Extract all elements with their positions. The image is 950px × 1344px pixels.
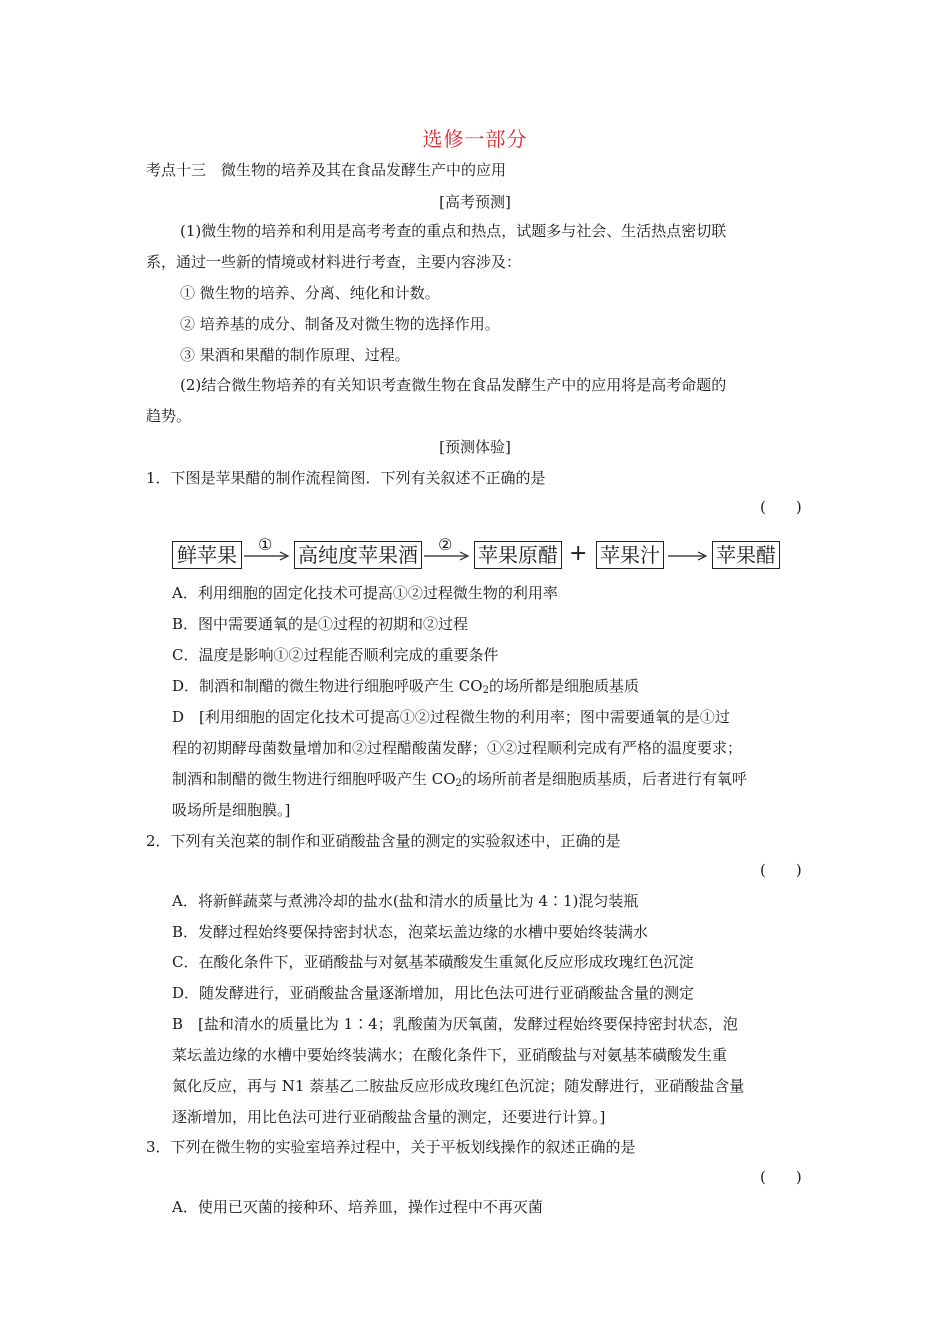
flow-plus-sign: + [569,541,588,566]
question-2-stem: 2．下列有关泡菜的制作和亚硝酸盐含量的测定的实验叙述中，正确的是 [146,832,621,850]
question-2-explanation-line-1: B [盐和清水的质量比为 1∶4；乳酸菌为厌氧菌，发酵过程始终要保持密封状态，泡 [172,1015,738,1033]
flow-box-raw-apple-vinegar: 苹果原醋 [474,541,562,569]
question-1-option-b: B．图中需要通氧的是①过程的初期和②过程 [172,615,469,633]
question-2-explanation-line-2: 菜坛盖边缘的水槽中要始终装满水；在酸化条件下，亚硝酸盐与对氨基苯磺酸发生重 [172,1046,728,1064]
intro-list-item-1: ① 微生物的培养、分离、纯化和计数。 [180,284,440,302]
question-2-option-c: C．在酸化条件下，亚硝酸盐与对氨基苯磺酸发生重氮化反应形成玫瑰红色沉淀 [172,953,694,971]
question-1-option-a: A．利用细胞的固定化技术可提高①②过程微生物的利用率 [172,584,558,602]
question-2-answer-blank: ( ) [760,861,802,879]
question-1-explanation-line-3: 制酒和制醋的微生物进行细胞呼吸产生 $CO_2$的场所前者是细胞质基质，后者进行有氧呼 [172,770,747,789]
question-3-option-a: A．使用已灭菌的接种环、培养皿，操作过程中不再灭菌 [172,1198,543,1216]
section-heading: 考点十三 微生物的培养及其在食品发酵生产中的应用 [146,161,507,179]
question-3-answer-blank: ( ) [760,1168,802,1186]
flow-box-apple-vinegar: 苹果醋 [712,541,780,569]
intro-paragraph-2-line-1: (2)结合微生物培养的有关知识考查微生物在食品发酵生产中的应用将是高考命题的 [180,376,727,394]
question-1-explanation-line-2: 程的初期酵母菌数量增加和②过程醋酸菌发酵；①②过程顺利完成有严格的温度要求； [172,739,743,757]
intro-list-item-2: ② 培养基的成分、制备及对微生物的选择作用。 [180,315,500,333]
flow-arrow-2 [424,535,472,567]
practice-heading: [预测体验] [439,438,511,456]
intro-paragraph-1-line-1: (1)微生物的培养和利用是高考考查的重点和热点，试题多与社会、生活热点密切联 [180,222,727,240]
flow-box-apple-juice: 苹果汁 [596,541,664,569]
page-title: 选修一部分 [422,127,528,151]
question-1-explanation-line-1: D [利用细胞的固定化技术可提高①②过程微生物的利用率；图中需要通氧的是①过 [172,708,730,726]
flow-arrow-1 [244,535,292,567]
flow-arrow-3 [668,545,710,567]
question-1-option-c: C．温度是影响①②过程能否顺利完成的重要条件 [172,646,499,664]
question-2-explanation-line-4: 逐渐增加，用比色法可进行亚硝酸盐含量的测定，还要进行计算。] [172,1108,606,1126]
question-1-answer-blank: ( ) [760,498,802,516]
flow-arrow-2-label: ② [438,535,453,554]
question-2-option-a: A．将新鲜蔬菜与煮沸冷却的盐水(盐和清水的质量比为 4∶1)混匀装瓶 [172,892,639,910]
apple-vinegar-flowchart [172,537,812,573]
question-1-explanation-line-4: 吸场所是细胞膜。] [172,801,291,819]
forecast-heading: [高考预测] [439,193,511,211]
intro-list-item-3: ③ 果酒和果醋的制作原理、过程。 [180,346,410,364]
flow-box-high-purity-apple-wine: 高纯度苹果酒 [294,541,422,569]
question-2-option-d: D．随发酵进行，亚硝酸盐含量逐渐增加，用比色法可进行亚硝酸盐含量的测定 [172,984,695,1002]
arrow-right-icon [668,545,710,563]
question-1-option-d: D．制酒和制醋的微生物进行细胞呼吸产生 $CO_2$的场所都是细胞质基质 [172,677,639,696]
question-3-stem: 3．下列在微生物的实验室培养过程中，关于平板划线操作的叙述正确的是 [146,1138,636,1156]
question-2-option-b: B．发酵过程始终要保持密封状态，泡菜坛盖边缘的水槽中要始终装满水 [172,923,649,941]
intro-paragraph-2-line-2: 趋势。 [146,407,192,425]
flow-arrow-1-label: ① [258,535,273,554]
question-2-explanation-line-3: 氮化反应，再与 N1 萘基乙二胺盐反应形成玫瑰红色沉淀；随发酵进行，亚硝酸盐含量 [172,1077,745,1095]
question-1-stem: 1．下图是苹果醋的制作流程简图．下列有关叙述不正确的是 [146,469,546,487]
intro-paragraph-1-line-2: 系，通过一些新的情境或材料进行考查，主要内容涉及： [146,253,522,271]
flow-box-fresh-apple: 鲜苹果 [172,541,242,569]
